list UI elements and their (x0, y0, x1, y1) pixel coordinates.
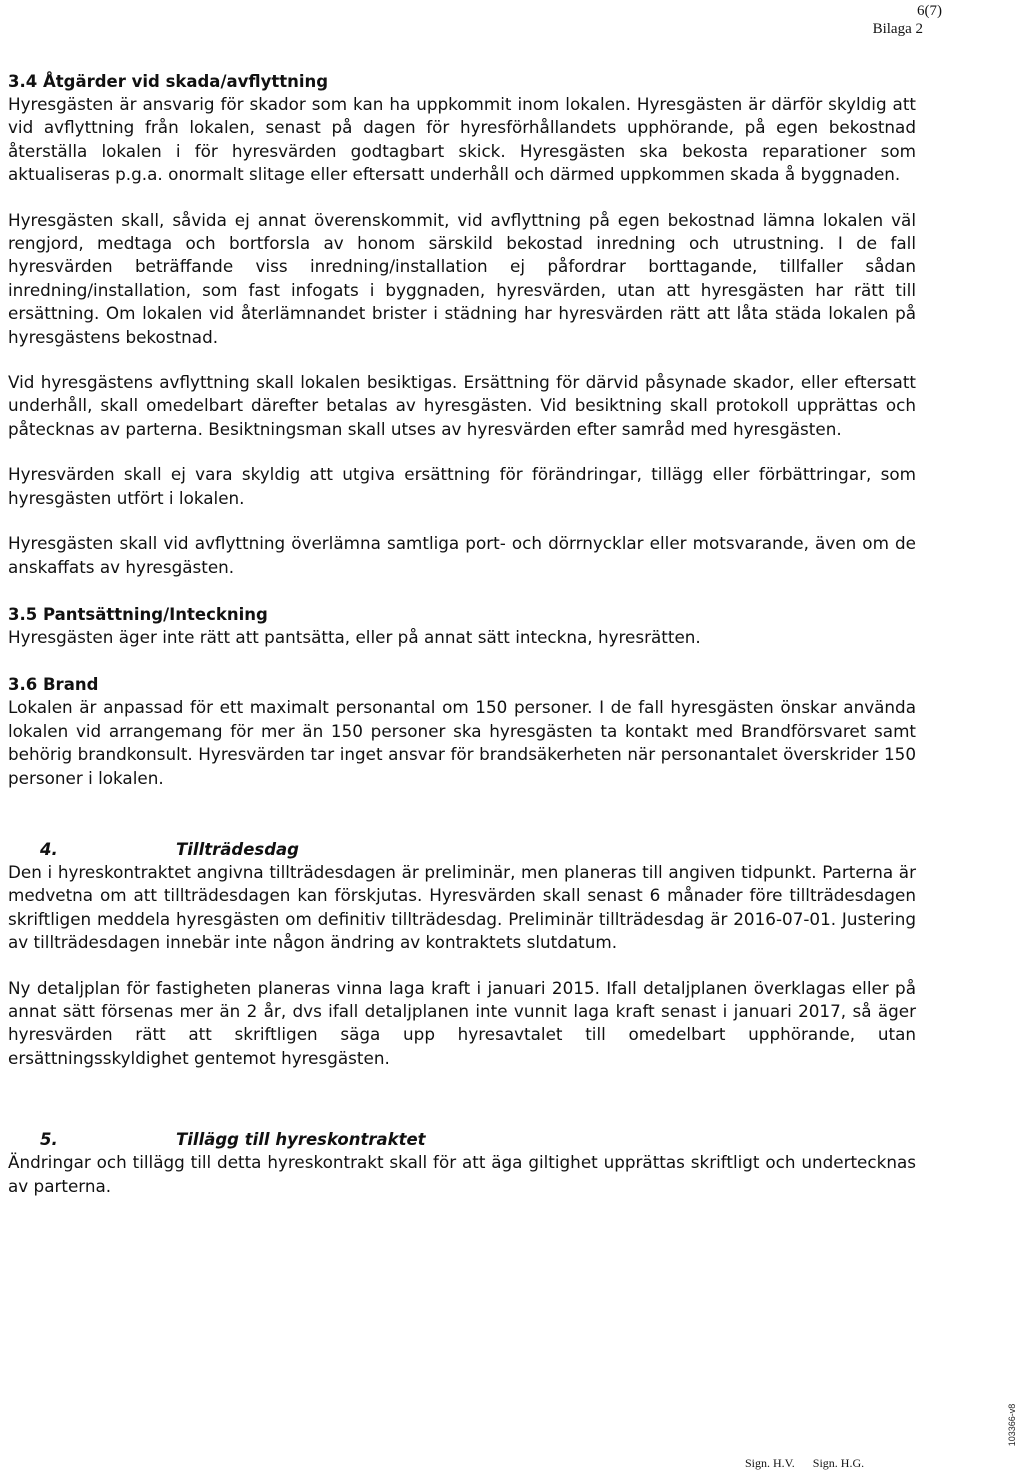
page-number: 6(7) (917, 3, 942, 19)
section-4-paragraph-1: Den i hyreskontraktet angivna tillträdesdagen är preliminär, men planeras till angiven tidpunkt. Parterna är medvetna om att tillträdesdagen kan förskjutas. Hyresvärden skall senast 6 månader före tillträdesdagen skriftligen meddela hyresgästen om definitiv tillträdesdag. Preliminär tillträdesdag är 2016-07-01. Justering av tillträdesdagen innebär inte någon ändring av kontraktets slutdatum. (8, 861, 916, 953)
section-3-6 (8, 673, 916, 790)
form-code (1006, 1380, 1018, 1460)
section-4 (8, 838, 916, 1070)
section-3-6-paragraph-1: Lokalen är anpassad för ett maximalt personantal om 150 personer. I de fall hyresgästen önskar använda lokalen vid arrangemang för mer än 150 personer ska hyresgästen ta kontakt med Brandförsvaret samt behörig brandkonsult. Hyresvärden tar inget ansvar för brandsäkerheten när personantalet överskrider 150 personer i lokalen. (8, 697, 916, 788)
section-3-4-paragraph-2: Hyresgästen skall, såvida ej annat överenskommit, vid avflyttning på egen bekostnad lämna lokalen väl rengjord, medtaga och bortforsla av honom särskild bekostad inredning och utrustning. I de fall hyresvärden beträffande viss inredning/installation ej påfordrar borttagande, tillfaller sådan inredning/installation, som fast infogats i byggnaden, hyresvärden, utan att hyresgästen har rätt till ersättning. Om lokalen vid återlämnandet brister i städning har hyresvärden rätt att låta städa lokalen på hyresgästens bekostnad. (8, 209, 916, 347)
signature-initials (745, 1456, 864, 1471)
section-3-5-heading: 3.5 Pantsättning/Inteckning (8, 604, 268, 624)
section-5-paragraph-1: Ändringar och tillägg till detta hyreskontrakt skall för att äga giltighet upprättas skriftligt och undertecknas av parterna. (8, 1152, 916, 1196)
section-3-4-paragraph-4: Hyresvärden skall ej vara skyldig att utgiva ersättning för förändringar, tillägg eller förbättringar, som hyresgästen utfört i lokalen. (8, 464, 916, 508)
section-5-heading (8, 1128, 916, 1151)
section-4-heading (8, 838, 916, 861)
form-code-text: 103366-v8 (1007, 1403, 1017, 1447)
section-3-6-heading: 3.6 Brand (8, 675, 99, 695)
section-4-paragraph-2: Ny detaljplan för fastigheten planeras vinna laga kraft i januari 2015. Ifall detaljplanen överklagas eller på annat sätt försenas mer än 2 år, dvs ifall detaljplanen inte vunnit laga kraft senast i januari 2017, så äger hyresvärden rätt att skriftligen säga upp hyresavtalet till omedelbart upphörande, utan ersättningsskyldighet gentemot hyresgästen. (8, 977, 916, 1068)
section-3-4-paragraph-5: Hyresgästen skall vid avflyttning överlämna samtliga port- och dörrnycklar eller motsvarande, även om de anskaffats av hyresgästen. (8, 533, 916, 577)
section-3-4 (8, 70, 916, 579)
section-3-4-heading: 3.4 Åtgärder vid skada/avflyttning (8, 72, 329, 91)
section-4-number: 4. (40, 839, 58, 859)
section-5 (8, 1128, 916, 1198)
section-3-5 (8, 603, 916, 649)
section-3-4-paragraph-1: Hyresgästen är ansvarig för skador som kan ha uppkommit inom lokalen. Hyresgästen är därför skyldig att vid avflyttning från lokalen, senast på dagen för hyresförhållandets upphörande, på egen bekostnad återställa lokalen i för hyresvärden godtagbart skick. Hyresgästen ska bekosta reparationer som aktualiseras p.g.a. onormalt slitage eller eftersatt underhåll och därmed uppkommen skada å byggnaden. (8, 94, 916, 185)
document-body (8, 70, 916, 1198)
attachment-label: Bilaga 2 (872, 21, 923, 37)
section-4-title: Tillträdesdag (176, 839, 299, 859)
sign-landlord: Sign. H.V. (745, 1456, 795, 1470)
section-3-4-paragraph-3: Vid hyresgästens avflyttning skall lokalen besiktigas. Ersättning för därvid påsynade skador, eller eftersatt underhåll, skall omedelbart därefter betalas av hyresgästen. Vid besiktning skall protokoll upprättas och påtecknas av parterna. Besiktningsman skall utses av hyresvärden efter samråd med hyresgästen. (8, 372, 916, 439)
section-5-number: 5. (40, 1130, 58, 1150)
section-5-title: Tillägg till hyreskontraktet (176, 1130, 426, 1150)
section-3-5-paragraph-1: Hyresgästen äger inte rätt att pantsätta, eller på annat sätt inteckna, hyresrätten. (8, 626, 701, 647)
sign-tenant: Sign. H.G. (812, 1456, 865, 1470)
